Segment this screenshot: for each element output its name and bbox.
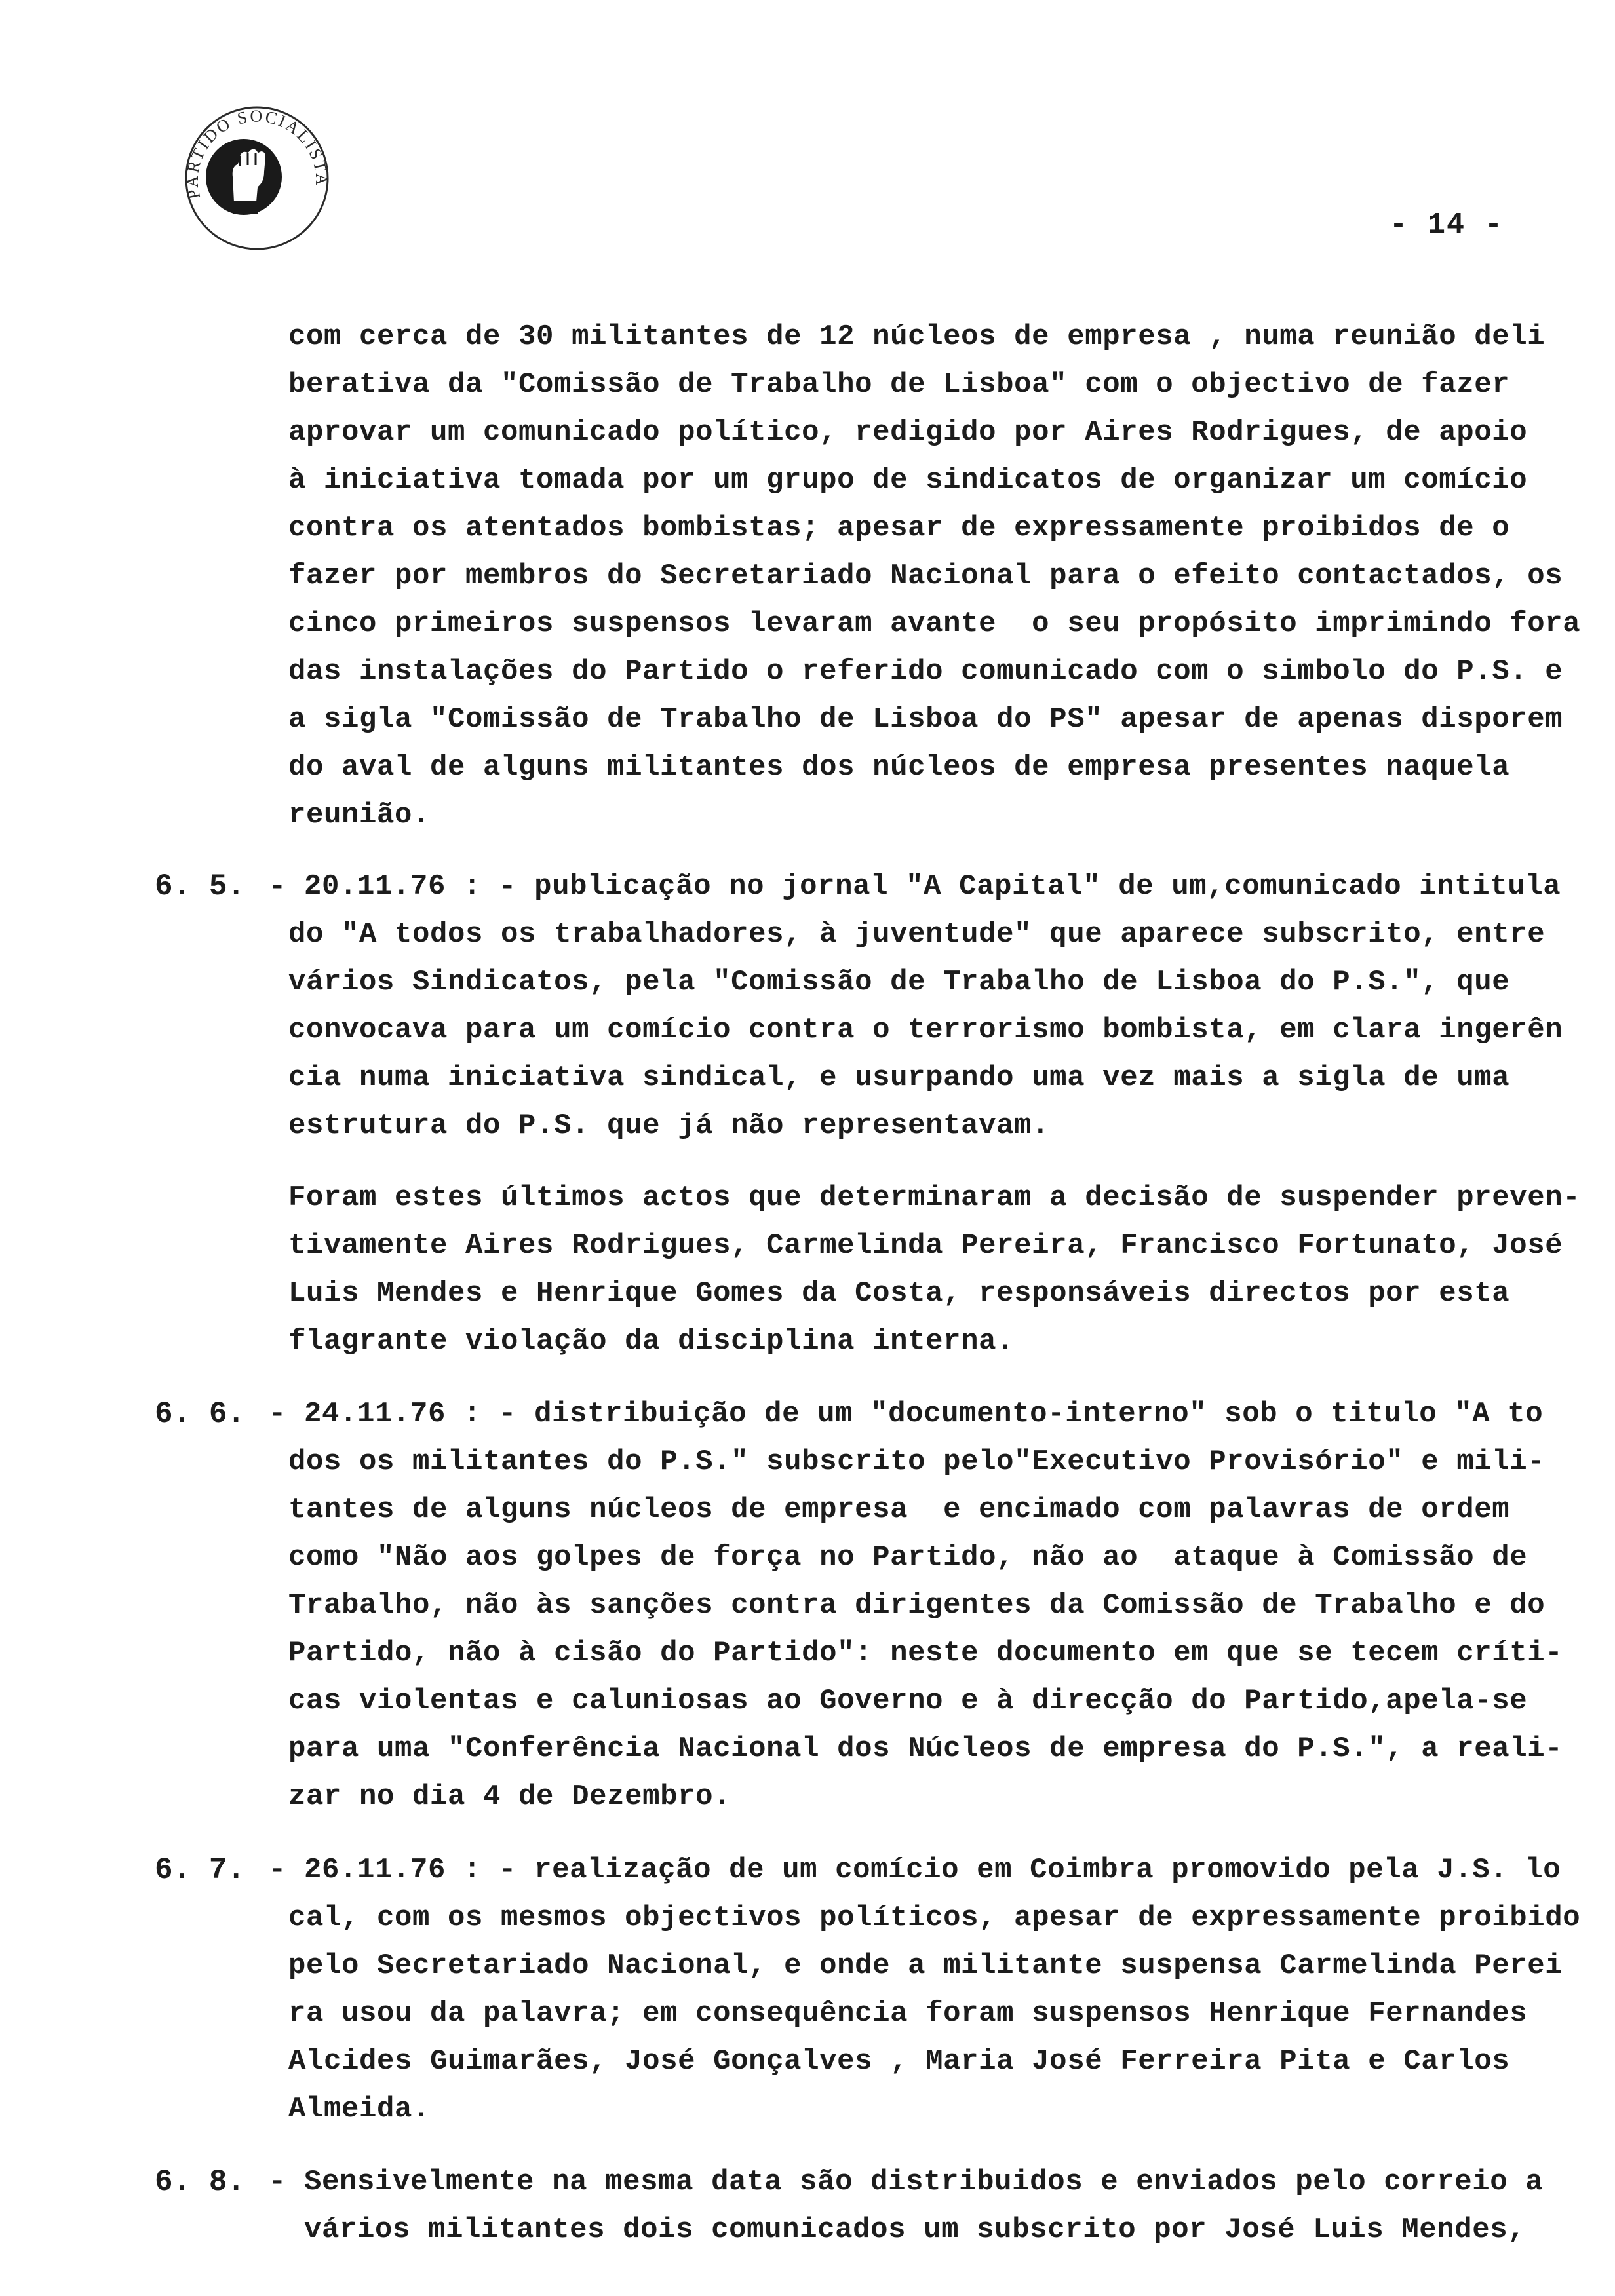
text-line: cas violentas e caluniosas ao Governo e à direcção do Partido,apela-se <box>288 1685 1528 1717</box>
text-line: Almeida. <box>288 2093 431 2126</box>
text-line: - 20.11.76 : - publicação no jornal "A Capital" de um,comunicado intitula <box>269 870 1561 903</box>
text-line: berativa da "Comissão de Trabalho de Lisboa" com o objectivo de fazer <box>288 368 1510 401</box>
text-line: para uma "Conferência Nacional dos Núcleos de empresa do P.S.", a reali- <box>288 1732 1563 1765</box>
text-line: vários militantes dois comunicados um subscrito por José Luis Mendes, <box>269 2213 1526 2246</box>
text-line: do aval de alguns militantes dos núcleos de empresa presentes naquela <box>288 751 1510 784</box>
text-line: das instalações do Partido o referido comunicado com o simbolo do P.S. e <box>288 655 1563 688</box>
item-number: 6. 5. <box>155 870 246 904</box>
text-line: cinco primeiros suspensos levaram avante o seu propósito imprimindo fora <box>288 607 1581 640</box>
text-line: com cerca de 30 militantes de 12 núcleos de empresa , numa reunião deli <box>288 320 1546 353</box>
text-line: tantes de alguns núcleos de empresa e encimado com palavras de ordem <box>288 1493 1510 1526</box>
text-line: contra os atentados bombistas; apesar de expressamente proibidos de o <box>288 512 1510 545</box>
text-line: cal, com os mesmos objectivos políticos, apesar de expressamente proibido <box>288 1902 1581 1934</box>
text-line: convocava para um comício contra o terrorismo bombista, em clara ingerên <box>288 1014 1563 1046</box>
text-line: Foram estes últimos actos que determinaram a decisão de suspender preven- <box>288 1181 1581 1214</box>
text-line: dos os militantes do P.S." subscrito pelo"Executivo Provisório" e mili- <box>288 1445 1546 1478</box>
text-line: do "A todos os trabalhadores, à juventude" que aparece subscrito, entre <box>288 918 1546 951</box>
text-line: vários Sindicatos, pela "Comissão de Trabalho de Lisboa do P.S.", que <box>288 966 1510 999</box>
text-line: - Sensivelmente na mesma data são distribuidos e enviados pelo correio a <box>269 2166 1544 2198</box>
text-line: zar no dia 4 de Dezembro. <box>288 1780 731 1813</box>
text-line: Alcides Guimarães, José Gonçalves , Maria José Ferreira Pita e Carlos <box>288 2045 1510 2078</box>
party-logo-fist-icon <box>182 104 332 253</box>
text-line: Luis Mendes e Henrique Gomes da Costa, responsáveis directos por esta <box>288 1277 1510 1310</box>
text-line: ra usou da palavra; em consequência foram suspensos Henrique Fernandes <box>288 1997 1528 2030</box>
text-line: Trabalho, não às sanções contra dirigentes da Comissão de Trabalho e do <box>288 1589 1546 1622</box>
item-number: 6. 8. <box>155 2165 246 2199</box>
text-line: - 24.11.76 : - distribuição de um "documento-interno" sob o titulo "A to <box>269 1398 1544 1430</box>
item-number: 6. 7. <box>155 1853 246 1887</box>
text-line: reunião. <box>288 799 431 832</box>
text-line: pelo Secretariado Nacional, e onde a militante suspensa Carmelinda Perei <box>288 1949 1563 1982</box>
item-number: 6. 6. <box>155 1397 246 1431</box>
text-line: a sigla "Comissão de Trabalho de Lisboa do PS" apesar de apenas disporem <box>288 703 1563 736</box>
text-line: Partido, não à cisão do Partido": neste documento em que se tecem críti- <box>288 1637 1563 1670</box>
text-line: cia numa iniciativa sindical, e usurpando uma vez mais a sigla de uma <box>288 1062 1510 1094</box>
text-line: flagrante violação da disciplina interna. <box>288 1325 1015 1358</box>
page-number: - 14 - <box>1390 208 1504 242</box>
text-line: aprovar um comunicado político, redigido por Aires Rodrigues, de apoio <box>288 416 1528 449</box>
text-line: estrutura do P.S. que já não representavam. <box>288 1109 1050 1142</box>
text-line: tivamente Aires Rodrigues, Carmelinda Pereira, Francisco Fortunato, José <box>288 1229 1563 1262</box>
text-line: - 26.11.76 : - realização de um comício em Coimbra promovido pela J.S. lo <box>269 1854 1561 1886</box>
text-line: fazer por membros do Secretariado Nacional para o efeito contactados, os <box>288 560 1563 592</box>
text-line: à iniciativa tomada por um grupo de sindicatos de organizar um comício <box>288 464 1528 497</box>
text-line: como "Não aos golpes de força no Partido, não ao ataque à Comissão de <box>288 1541 1528 1574</box>
svg-text:PARTIDO SOCIALISTA: PARTIDO SOCIALISTA <box>182 106 332 201</box>
